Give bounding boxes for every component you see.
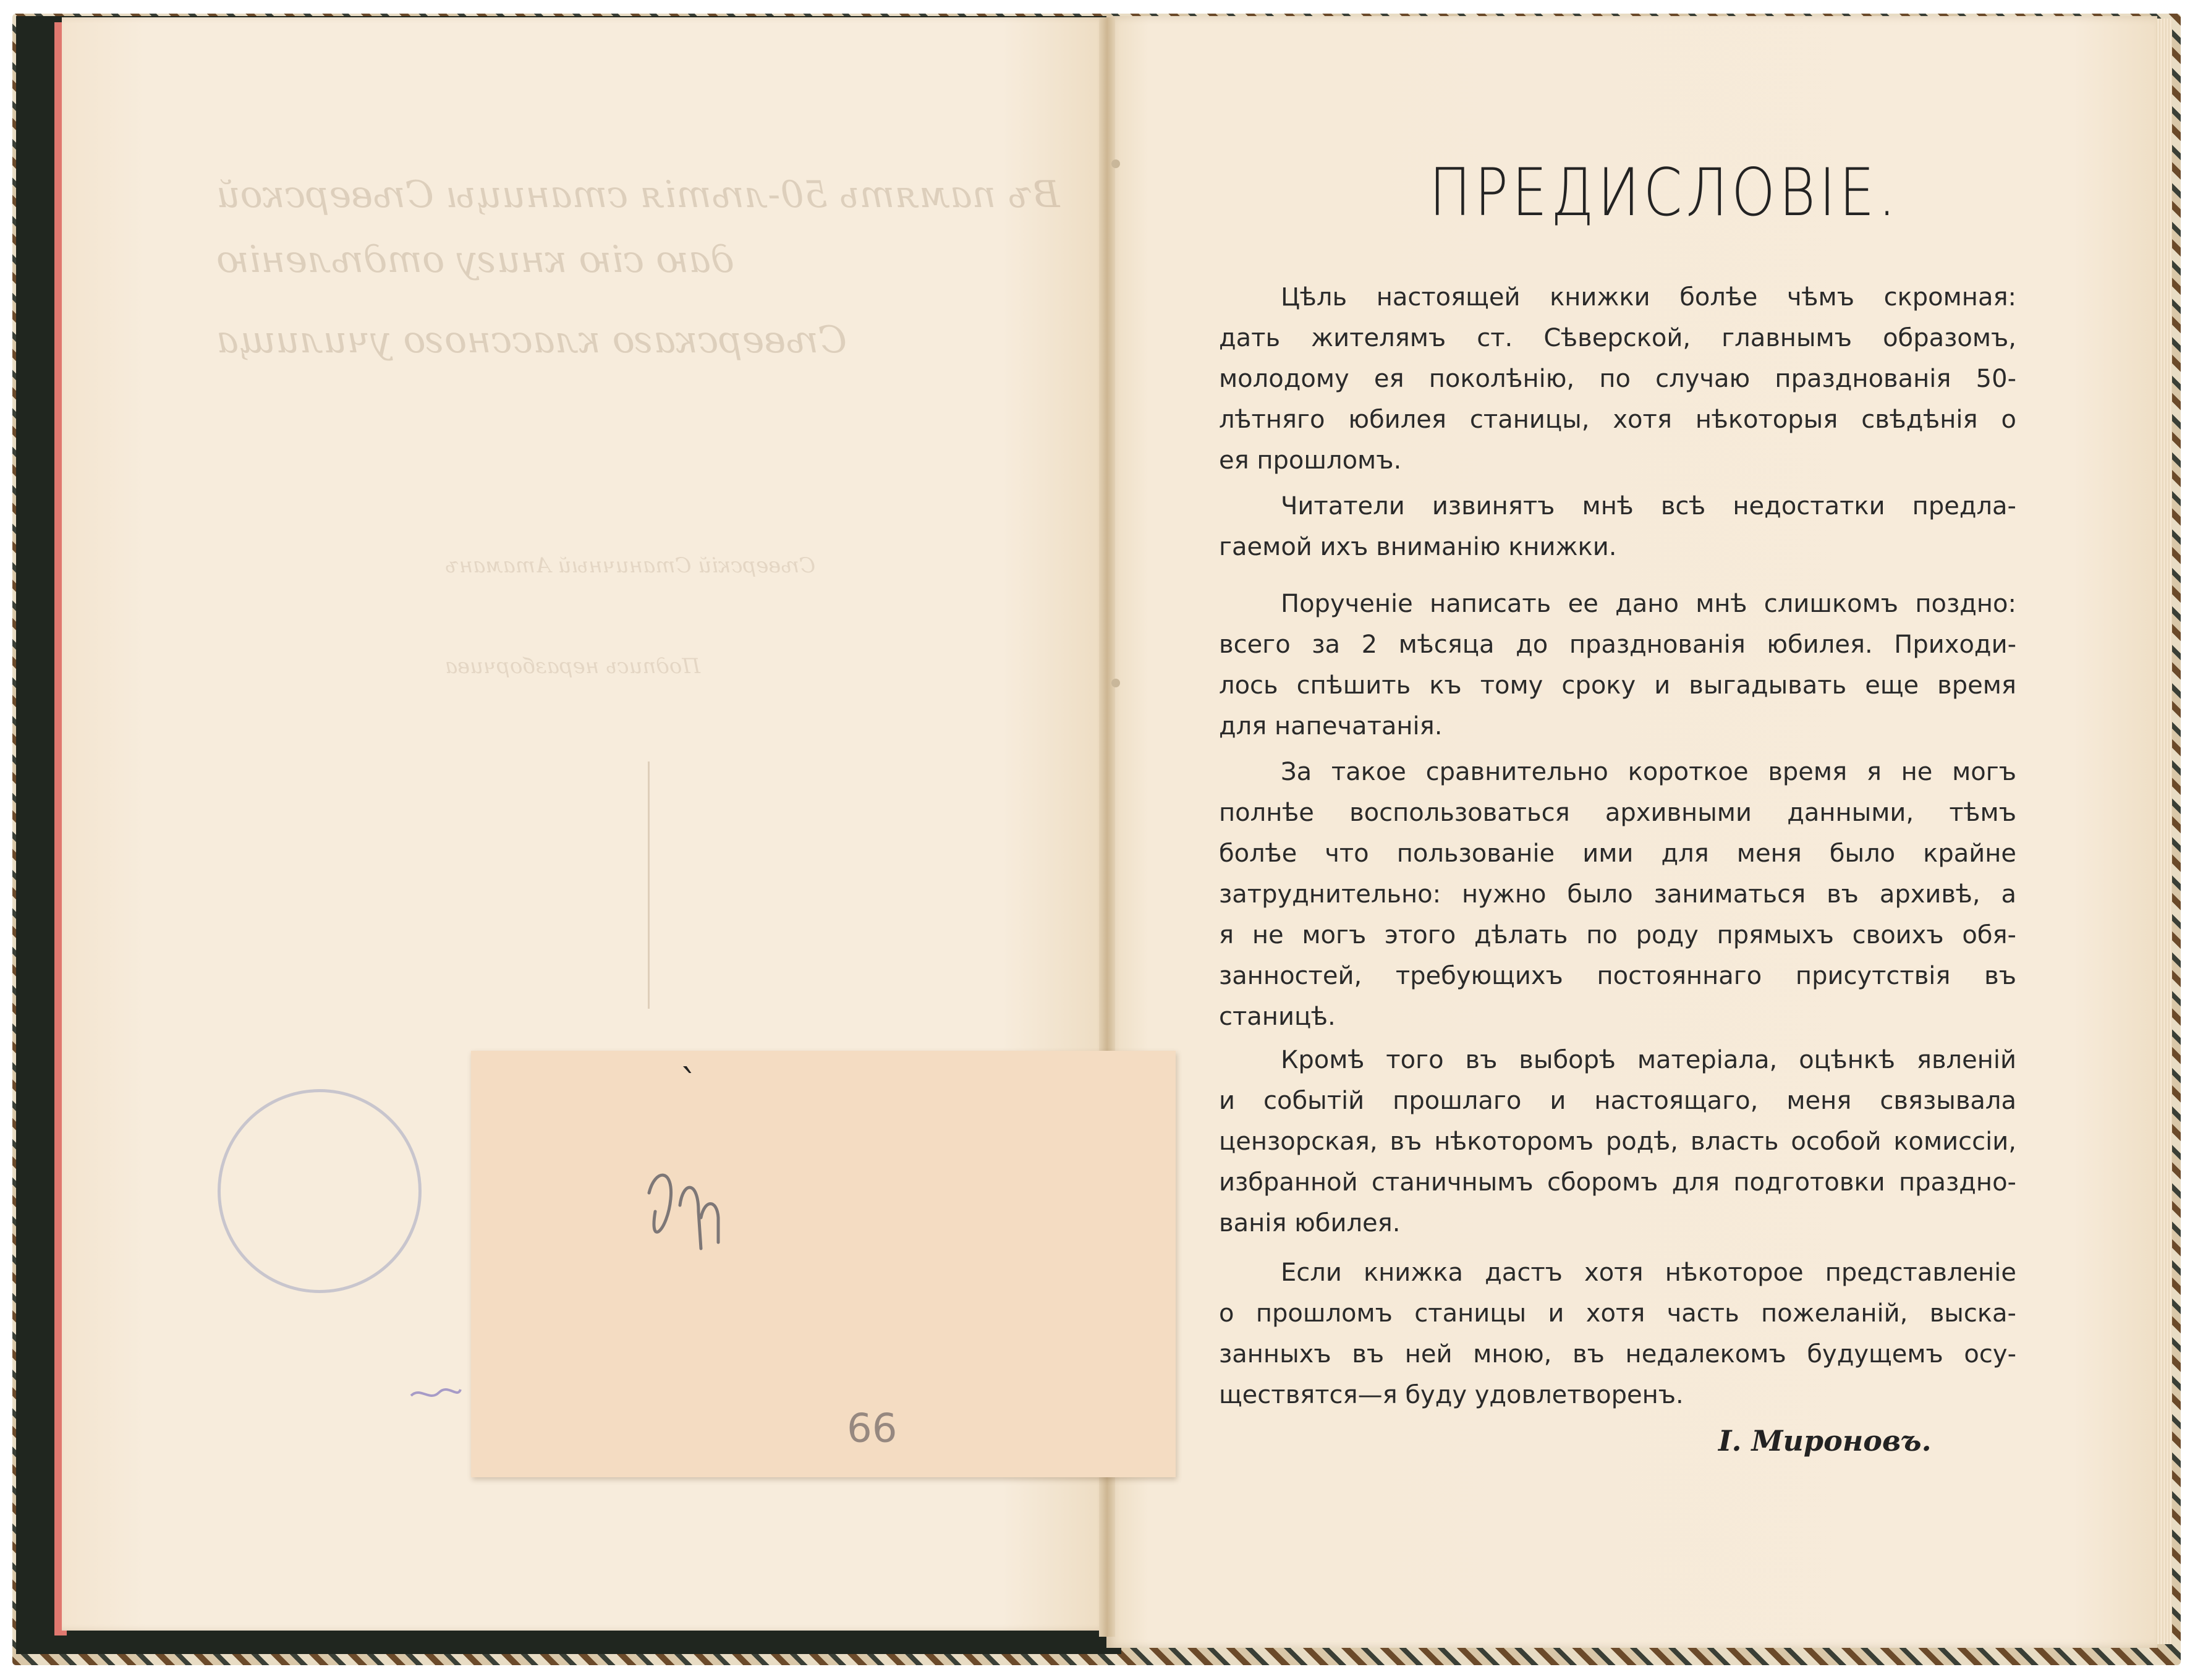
slip-mark: ˋ xyxy=(680,1062,698,1105)
text-line: Если книжка дастъ хотя нѣкоторое представленіе xyxy=(1281,1258,2016,1287)
page-stack-edge xyxy=(2156,19,2172,1644)
bleed-through-line: Въ память 50-лѣтія станицы Сѣверской xyxy=(216,173,1060,216)
text-line: лѣтняго юбилея станицы, хотя нѣкоторыя свѣдѣнія о xyxy=(1219,405,2016,434)
text-line: лось спѣшить къ тому сроку и выгадывать еще время xyxy=(1219,671,2016,700)
text-line: молодому ея поколѣнію, по случаю празднованія 50- xyxy=(1219,365,2016,393)
text-line: занностей, требующихъ постояннаго присутствія въ xyxy=(1219,962,2016,990)
text-line: Цѣль настоящей книжки болѣе чѣмъ скромная: xyxy=(1281,283,2016,312)
text-line: дать жителямъ ст. Сѣверской, главнымъ образомъ, xyxy=(1219,324,2016,352)
text-line: ея прошломъ. xyxy=(1219,446,1402,475)
page-title: ПРЕДИСЛОВІЕ. xyxy=(1429,155,1899,231)
bleed-through-rule xyxy=(648,762,650,1009)
text-line: За такое сравнительно короткое время я не могъ xyxy=(1281,758,2016,786)
pencil-number: 99 xyxy=(847,1403,898,1449)
author-signature: І. Мироновъ. xyxy=(1718,1424,1932,1457)
paragraph-1 xyxy=(1219,277,2016,481)
text-line: и событій прошлаго и настоящаго, меня связывала xyxy=(1219,1087,2016,1115)
text-line: затруднительно: нужно было заниматься въ архивѣ, а xyxy=(1219,880,2016,909)
bleed-through-line: Подпись неразборчива xyxy=(445,654,701,679)
pasted-slip xyxy=(471,1051,1176,1477)
text-line: для напечатанія. xyxy=(1219,712,1443,740)
pencil-mark xyxy=(637,1156,723,1261)
text-line: Порученіе написать ее дано мнѣ слишкомъ поздно: xyxy=(1281,590,2016,618)
binding-stitch xyxy=(1111,159,1120,168)
text-line: я не могъ этого дѣлать по роду прямыхъ своихъ обя- xyxy=(1219,921,2016,949)
bleed-through-line: Сѣверскій Станичный Атаманъ xyxy=(445,553,816,578)
bleed-through-line: Сѣверскаго классного училища xyxy=(216,318,847,362)
text-line: всего за 2 мѣсяца до празднованія юбилея. Приходи- xyxy=(1219,630,2016,659)
text-line: болѣе что пользованіе ими для меня было крайне xyxy=(1219,839,2016,868)
text-line: цензорская, въ нѣкоторомъ родѣ, власть особой комиссіи, xyxy=(1219,1127,2016,1156)
text-line: занныхъ въ ней мною, въ недалекомъ будущемъ осу- xyxy=(1219,1340,2016,1368)
paragraph-3 xyxy=(1219,583,2016,747)
binding-stitch xyxy=(1111,679,1120,687)
text-line: ществятся—я буду удовлетворенъ. xyxy=(1219,1381,1684,1409)
text-line: гаемой ихъ вниманію книжки. xyxy=(1219,533,1617,561)
paragraph-4 xyxy=(1219,752,2016,1037)
paragraph-6 xyxy=(1219,1252,2016,1415)
pencil-scribble xyxy=(408,1383,464,1408)
text-line: Читатели извинятъ мнѣ всѣ недостатки предла- xyxy=(1281,492,2016,520)
text-line: станицѣ. xyxy=(1219,1003,1336,1031)
text-line: о прошломъ станицы и хотя часть пожеланій, выска- xyxy=(1219,1299,2016,1328)
library-stamp-circle xyxy=(218,1089,422,1293)
paragraph-2 xyxy=(1219,486,2016,567)
text-line: ванія юбилея. xyxy=(1219,1209,1401,1237)
paragraph-5 xyxy=(1219,1040,2016,1244)
text-line: избранной станичнымъ сборомъ для подготовки праздно- xyxy=(1219,1168,2016,1197)
text-line: полнѣе воспользоваться архивными данными, тѣмъ xyxy=(1219,799,2016,827)
text-line: Кромѣ того въ выборѣ матеріала, оцѣнкѣ явленій xyxy=(1281,1046,2016,1074)
bleed-through-line: даю сію книгу отдѣленію xyxy=(216,238,734,281)
